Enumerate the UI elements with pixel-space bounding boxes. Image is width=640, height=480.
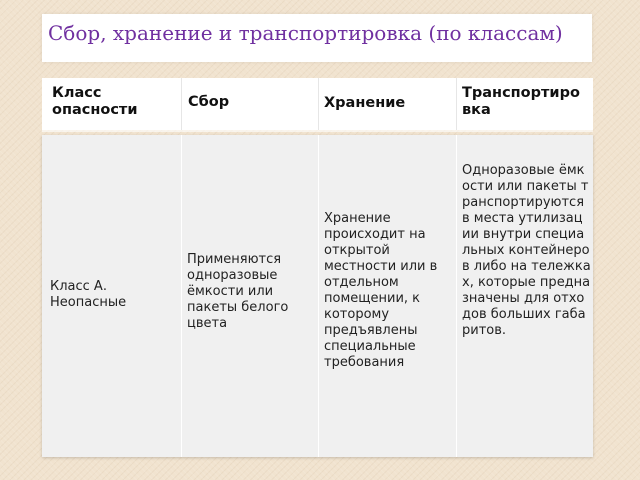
row-cell-collection bbox=[182, 135, 319, 457]
row-cell-class bbox=[42, 135, 182, 457]
row-cell-storage bbox=[319, 135, 457, 457]
header-cell-transport bbox=[457, 78, 593, 130]
row-class-text: Класс А. Неопасные bbox=[50, 279, 127, 310]
header-class-label: Класс опасности bbox=[52, 85, 138, 118]
header-collection-label: Сбор bbox=[188, 94, 230, 110]
header-cell-class bbox=[42, 78, 182, 130]
row-storage-text: Хранение происходит на открытой местности или в отдельном помещении, к которому предъявлены специальные требования bbox=[324, 211, 438, 370]
header-transport-label: Транспортировка bbox=[462, 85, 580, 118]
slide-title: Сбор, хранение и транспортировка (по классам) bbox=[48, 21, 563, 45]
table-header-row bbox=[42, 78, 593, 130]
row-collection-text: Применяются одноразовые ёмкости или пакеты белого цвета bbox=[187, 252, 289, 331]
slide-title-box bbox=[42, 14, 592, 62]
header-cell-collection bbox=[182, 78, 319, 130]
table-row bbox=[42, 135, 593, 457]
header-cell-storage bbox=[319, 78, 457, 130]
row-transport-text: Одноразовые ёмкости или пакеты транспортируются в места утилизации внутри специальных контейнеров либо на тележках, которые предназначены для отходов больших габаритов. bbox=[462, 163, 591, 338]
header-storage-label: Хранение bbox=[324, 95, 406, 111]
row-cell-transport bbox=[457, 135, 593, 457]
